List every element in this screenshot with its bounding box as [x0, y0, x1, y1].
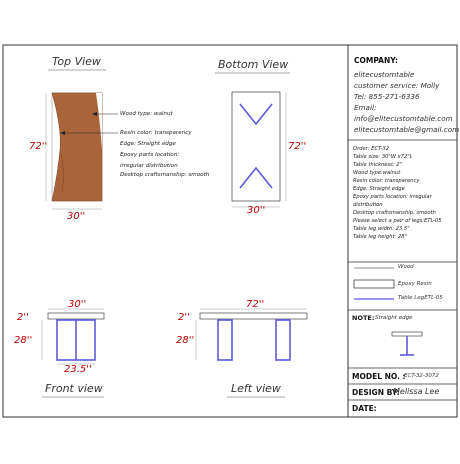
company-header: COMPANY: [354, 56, 399, 65]
spec-size: Table size: 30"W x72"L [353, 154, 413, 160]
spec-leg-width: Table leg width: 23.5" [353, 226, 410, 232]
model-label: MODEL NO. : [352, 372, 406, 381]
date-label: DATE: [352, 404, 377, 413]
bottom-view-drawing [232, 92, 286, 207]
company-email-2: elitecustomtable@gmail.com [354, 125, 460, 134]
company-name: elitecustomtable [354, 70, 415, 79]
spec-epoxy-location: Epoxy parts location: irregular [353, 194, 432, 200]
top-height-dim: 72'' [29, 141, 48, 152]
legend-epoxy-swatch [354, 280, 394, 288]
top-width-dim: 30'' [67, 211, 86, 222]
bottom-width-dim: 30'' [247, 205, 266, 216]
front-thickness-dim: 2'' [17, 312, 29, 323]
company-service: customer service: Molly [354, 81, 440, 90]
model-value: ECT-32-3072 [404, 373, 439, 379]
callout-edge: Edge: Straight edge [120, 141, 176, 147]
company-email-1: info@elitecustomtable.com [354, 114, 453, 123]
company-tel: Tel: 855-271-6336 [354, 92, 420, 101]
spec-resin: Resin color: transparency [353, 178, 420, 184]
spec-thickness: Table thickness: 2" [353, 162, 402, 168]
callout-craft: Desktop craftsmanship: smooth [120, 172, 210, 178]
front-width-dim: 30'' [68, 299, 87, 310]
spec-distribution: distribution [353, 202, 383, 208]
company-email-label: Email: [354, 103, 377, 112]
spec-legs: Please select a pair of legs:ETL-05 [353, 218, 442, 224]
left-view-title: Left view [231, 382, 281, 395]
left-tabletop [200, 313, 307, 319]
bottom-height-dim: 72'' [288, 141, 307, 152]
callout-epoxy-location: Epoxy parts location: [120, 152, 180, 158]
top-view-drawing [46, 93, 118, 209]
top-view-title: Top View [52, 55, 101, 68]
design-label: DESIGN BY: [352, 388, 400, 397]
front-leg-width-dim: 23.5'' [64, 364, 92, 375]
bottom-view-outline [232, 92, 280, 201]
front-view-title: Front view [45, 382, 103, 395]
front-leg-height-dim: 28'' [14, 335, 33, 346]
legend-graphics [354, 268, 394, 299]
left-leg-b [276, 320, 290, 360]
spec-wood: Wood type:walnut [353, 170, 401, 176]
company-details [354, 69, 459, 135]
left-width-dim: 72'' [246, 299, 265, 310]
legend-epoxy-label: Epoxy Resin [398, 281, 432, 287]
left-thickness-dim: 2'' [178, 312, 190, 323]
note-tabletop [392, 332, 422, 336]
callout-irregular: irregular distribution [120, 163, 178, 169]
callout-wood-type: Wood type: walnut [120, 111, 173, 117]
note-value: Straight edge [375, 315, 413, 321]
left-leg-height-dim: 28'' [176, 335, 195, 346]
spec-leg-height: Table leg height: 28" [353, 234, 407, 240]
bottom-view-title: Bottom View [218, 58, 289, 71]
spec-craft: Desktop craftsmanship: smooth [353, 210, 436, 216]
legend-wood-label: Wood [398, 264, 414, 270]
design-value: Melissa Lee [393, 387, 440, 396]
callout-resin-color: Resin color: transparency [120, 130, 192, 136]
front-view-drawing [42, 309, 104, 364]
spec-order: Order: ECT-32 [353, 146, 390, 152]
legend-leg-label: Table LegETL-05 [398, 295, 443, 301]
spec-edge: Edge: Straight edge [353, 186, 405, 192]
left-view-drawing [196, 309, 307, 360]
front-tabletop [48, 313, 104, 319]
note-label: NOTE: [352, 314, 375, 322]
left-leg-a [218, 320, 232, 360]
walnut-slab [52, 93, 102, 201]
note-table-icon [392, 332, 422, 355]
order-specs [353, 145, 442, 241]
